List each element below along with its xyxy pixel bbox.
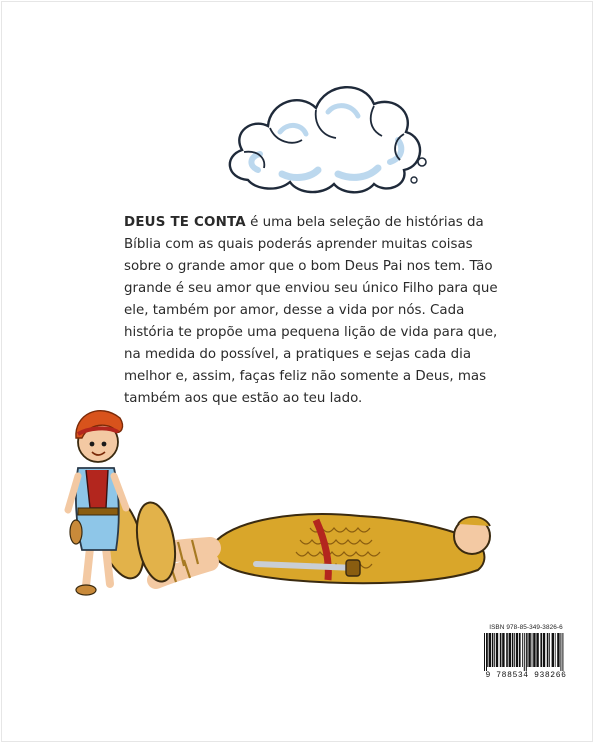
barcode-bar: [509, 633, 511, 667]
barcode-bar: [547, 633, 549, 667]
david-and-goliath-icon: [60, 398, 500, 598]
barcode-bar: [500, 633, 502, 667]
barcode-bar: [492, 633, 494, 667]
barcode-bar: [489, 633, 491, 667]
barcode-bar: [522, 633, 523, 667]
barcode-bar: [543, 633, 545, 667]
barcode-guard-bar: [526, 633, 527, 671]
barcode-guard-bar: [486, 633, 487, 671]
cloud-icon: [218, 62, 430, 198]
blurb-title: DEUS TE CONTA: [124, 215, 246, 230]
isbn-label: ISBN 978-85-349-3826-6: [489, 624, 563, 631]
barcode-bar: [514, 633, 515, 667]
barcode-bar: [487, 633, 488, 667]
barcode-guard-bar: [562, 633, 563, 671]
barcode-guard-bar: [484, 633, 485, 671]
barcode-bar: [494, 633, 495, 667]
barcode-guard-bar: [524, 633, 525, 671]
barcode-bar: [512, 633, 514, 667]
barcode-bar: [533, 633, 535, 667]
barcode-bar: [549, 633, 550, 667]
barcode-bar: [528, 633, 530, 667]
barcode-digits: 9 788534 938266: [485, 671, 567, 680]
blurb-body: é uma bela seleção de histórias da Bíblia com as quais poderás aprender muitas coisas sobre o grande amor que o bom Deus Pai nos tem. Tão grande é seu amor que enviou seu único Filho para que ele, também por amor, desse a vida por nós. Cada história te propõe uma pequena lição de vida para que, na medida do possível, a pratiques e sejas cada dia melhor e, assim, faças feliz não somente a Deus, mas também aos que estão ao teu lado.: [124, 215, 498, 406]
barcode-bars: [478, 633, 574, 671]
barcode-guard-bar: [560, 633, 561, 671]
barcode-bar: [536, 633, 538, 667]
barcode-bar: [502, 633, 504, 667]
isbn-barcode: [478, 624, 574, 682]
barcode-bar: [519, 633, 521, 667]
barcode-bar: [516, 633, 518, 667]
barcode-bar: [552, 633, 554, 667]
back-cover-blurb: [124, 212, 504, 410]
barcode-bar: [527, 633, 528, 667]
barcode-bar: [532, 633, 533, 667]
barcode-bar: [555, 633, 556, 667]
barcode-bar: [496, 633, 498, 667]
barcode-bar: [506, 633, 508, 667]
barcode-bar: [557, 633, 559, 667]
barcode-bar: [540, 633, 542, 667]
